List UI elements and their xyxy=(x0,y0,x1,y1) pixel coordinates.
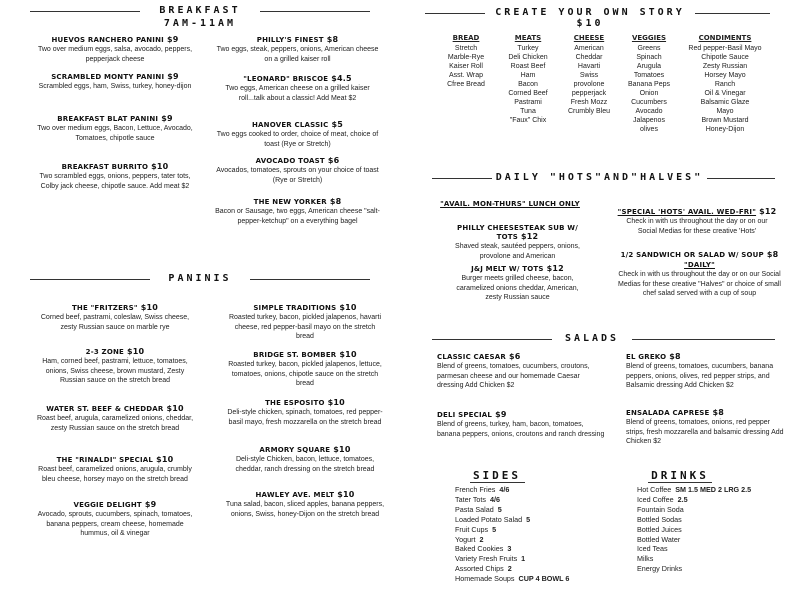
panini-item-armory-square xyxy=(225,445,385,474)
drink-name: Fountain Soda xyxy=(637,504,684,514)
sides-rule xyxy=(470,482,525,483)
cyos-option: Avocado xyxy=(635,108,663,115)
cyos-column-heading: VEGGIES xyxy=(631,34,667,42)
panini-item-2-3-zone xyxy=(35,347,195,386)
menu-item-price: $10 xyxy=(339,350,357,359)
hots-philly-price: $12 xyxy=(521,232,539,241)
side-name: Baked Cookies xyxy=(455,544,504,554)
hots-half-sub: "DAILY" xyxy=(684,261,715,269)
menu-item-description: Two eggs, American cheese on a grilled kaiser roll...talk about a classic! Add Meat $2 xyxy=(225,85,370,102)
side-name: Homemade Soups xyxy=(455,574,515,584)
breakfast-item-huevos-ranchero-panini xyxy=(35,35,195,64)
menu-item-description: Tuna salad, bacon, sliced apples, banana peppers, onions, Swiss, honey-Dijon on the stretch bread xyxy=(225,501,385,518)
breakfast-item-breakfast-burrito xyxy=(35,162,195,191)
panini-item-hawley-ave-melt xyxy=(225,490,385,519)
side-name: Pasta Salad xyxy=(455,504,494,514)
side-name: Loaded Potato Salad xyxy=(455,514,523,524)
hots-special-name: "SPECIAL 'HOTS' AVAIL. WED-FRI" xyxy=(617,208,757,216)
drink-name: Bottled Water xyxy=(637,534,681,544)
menu-item-name: CLASSIC CAESAR xyxy=(437,353,506,361)
cyos-option: Horsey Mayo xyxy=(704,72,746,79)
cyos-column-condiments xyxy=(676,34,774,134)
menu-item-description: Avocado, sprouts, cucumbers, spinach, tomatoes, banana peppers, cream cheese, homemade hummus, oil & vinegar xyxy=(37,511,193,538)
panini-item-water-st-beef-cheddar xyxy=(35,404,195,433)
side-price: CUP 4 BOWL 6 xyxy=(518,574,570,584)
salads-title: SALADS xyxy=(564,333,620,344)
menu-item-price: $10 xyxy=(327,398,345,407)
menu-item-heading xyxy=(437,352,607,361)
salad-item-classic-caesar xyxy=(437,352,607,391)
cyos-option: pepperjack xyxy=(571,90,607,97)
salads-rule-right xyxy=(632,339,775,340)
menu-item-heading xyxy=(35,114,195,123)
menu-item-price: $10 xyxy=(166,404,184,413)
hots-jj xyxy=(440,264,595,303)
breakfast-rule-left xyxy=(30,11,140,12)
drink-name: Iced Coffee xyxy=(637,494,674,504)
menu-item-price: $9 xyxy=(161,114,173,123)
hots-special-desc: Check in with us throughout the day or on our Social Medias for these creative 'Hots' xyxy=(626,218,768,235)
cyos-option: Turkey xyxy=(517,45,539,52)
cyos-option: Asst. Wrap xyxy=(448,72,484,79)
cyos-option: Havarti xyxy=(577,63,601,70)
menu-item-price: $10 xyxy=(333,445,351,454)
panini-item-the-fritzers xyxy=(35,303,195,332)
side-price: 5 xyxy=(526,514,531,524)
side-name: Variety Fresh Fruits xyxy=(455,554,518,564)
drink-fountain-soda xyxy=(637,505,787,515)
cyos-rule-left xyxy=(425,13,485,14)
cyos-option: Oil & Vinegar xyxy=(704,90,746,97)
menu-item-heading xyxy=(215,156,380,165)
menu-item-description: Roast beef, caramelized onions, arugula, crumbly bleu cheese, horsey mayo on the stretch bread xyxy=(38,466,192,483)
cyos-option: Ranch xyxy=(714,81,736,88)
drinks-list xyxy=(637,485,787,574)
menu-item-heading xyxy=(35,303,195,312)
menu-item-heading xyxy=(35,455,195,464)
cyos-option: Bacon xyxy=(518,81,538,88)
menu-item-price: $8 xyxy=(329,197,342,206)
menu-item-heading xyxy=(626,352,786,361)
menu-item-description: Blend of greens, turkey, ham, bacon, tomatoes, banana peppers, onions, croutons and ranch dressing xyxy=(437,421,605,438)
cyos-column-heading: CONDIMENTS xyxy=(698,34,752,42)
salad-item-el-greko xyxy=(626,352,786,391)
salad-item-deli-special xyxy=(437,410,607,439)
side-assorted-chips xyxy=(455,564,615,574)
cyos-option: Chipotle Sauce xyxy=(701,54,749,61)
menu-item-heading xyxy=(35,347,195,356)
cyos-option: American xyxy=(574,45,604,52)
cyos-title: CREATE YOUR OWN STORY $10 xyxy=(495,7,685,29)
cyos-option: Onion xyxy=(639,90,659,97)
cyos-option: Swiss xyxy=(579,72,599,79)
menu-item-heading xyxy=(225,303,385,312)
drink-price: 2.5 xyxy=(677,494,688,504)
cyos-column-cheese xyxy=(563,34,615,116)
side-price: 5 xyxy=(497,504,502,514)
cyos-option: Kaiser Roll xyxy=(449,63,483,70)
menu-item-description: Deli-style Chicken, bacon, lettuce, tomatoes, cheddar, ranch dressing on the stretch bread xyxy=(235,456,375,473)
drink-name: Milks xyxy=(637,554,654,564)
hots-half xyxy=(612,250,787,299)
menu-item-price: $10 xyxy=(151,162,169,171)
drink-name: Energy Drinks xyxy=(637,564,683,574)
menu-item-name: DELI SPECIAL xyxy=(437,411,493,419)
sides-list xyxy=(455,485,615,584)
cyos-option: Jalapenos xyxy=(633,117,665,124)
cyos-column-heading: BREAD xyxy=(452,34,480,42)
menu-item-price: $9 xyxy=(166,35,179,44)
menu-item-price: $5 xyxy=(331,120,343,129)
menu-item-name: BRIDGE ST. BOMBER xyxy=(253,351,337,359)
cyos-column-heading: CHEESE xyxy=(573,34,605,42)
hots-title: DAILY "HOTS"AND"HALVES" xyxy=(495,172,704,183)
menu-item-description: Ham, corned beef, pastrami, lettuce, tomatoes, onions, Swiss cheese, brown mustard, Zesty Russian sauce on the stretch bread xyxy=(42,358,188,385)
cyos-option: Deli Chicken xyxy=(508,54,548,61)
menu-item-name: SIMPLE TRADITIONS xyxy=(253,304,337,312)
cyos-option: Mayo xyxy=(716,108,734,115)
menu-item-price: $4.5 xyxy=(331,74,352,83)
cyos-option: Spinach xyxy=(636,54,662,61)
drink-name: Iced Teas xyxy=(637,544,668,554)
menu-item-description: Avocados, tomatoes, sprouts on your choice of toast (Rye or Stretch) xyxy=(216,167,379,184)
menu-item-heading xyxy=(225,398,385,407)
side-name: Fruit Cups xyxy=(455,524,489,534)
side-name: Tater Tots xyxy=(455,494,487,504)
menu-item-price: $6 xyxy=(508,352,521,361)
menu-item-price: $10 xyxy=(156,455,174,464)
cyos-option: Brown Mustard xyxy=(701,117,749,124)
menu-item-heading xyxy=(35,500,195,509)
menu-item-name: BREAKFAST BLAT PANINI xyxy=(57,115,159,123)
side-loaded-potato-salad xyxy=(455,515,615,525)
menu-item-name: THE "FRITZERS" xyxy=(71,304,138,312)
menu-item-heading xyxy=(35,162,195,171)
breakfast-item-avocado-toast xyxy=(215,156,380,185)
menu-item-name: HUEVOS RANCHERO PANINI xyxy=(51,36,164,44)
breakfast-item-leonard-briscoe xyxy=(215,74,380,103)
cyos-option: Balsamic Glaze xyxy=(700,99,750,106)
paninis-rule-left xyxy=(30,279,150,280)
menu-item-heading xyxy=(35,35,195,44)
menu-item-description: Blend of greens, tomatoes, onions, red pepper strips, fresh mozzarella and balsamic dressing Add Chicken $2 xyxy=(626,419,784,446)
menu-item-description: Deli-style chicken, spinach, tomatoes, red pepper-basil mayo, fresh mozzarella on the stretch bread xyxy=(227,409,383,426)
menu-item-price: $9 xyxy=(495,410,507,419)
salad-item-ensalada-caprese xyxy=(626,408,786,447)
side-price: 2 xyxy=(479,534,484,544)
cyos-option: Arugula xyxy=(636,63,662,70)
menu-item-price: $8 xyxy=(712,408,725,417)
menu-item-description: Two eggs, steak, peppers, onions, American cheese on a grilled kaiser roll xyxy=(216,46,379,63)
menu-item-heading xyxy=(437,410,607,419)
menu-item-description: Two over medium eggs, Bacon, Lettuce, Avocado, Tomatoes, chipotle sauce xyxy=(37,125,193,142)
menu-item-name: ARMORY SQUARE xyxy=(259,446,331,454)
drink-name: Bottled Juices xyxy=(637,524,682,534)
drink-milks xyxy=(637,554,787,564)
menu-item-heading xyxy=(215,35,380,44)
cyos-option: Greens xyxy=(637,45,661,52)
menu-item-name: SCRAMBLED MONTY PANINI xyxy=(51,73,165,81)
menu-item-name: HANOVER CLASSIC xyxy=(252,121,329,129)
cyos-option: Banana Peps xyxy=(627,81,671,88)
cyos-option: Red pepper-Basil Mayo xyxy=(688,45,762,52)
menu-item-heading xyxy=(225,445,385,454)
cyos-option: Cheddar xyxy=(575,54,603,61)
drink-bottled-sodas xyxy=(637,515,787,525)
menu-item-heading xyxy=(225,350,385,359)
drinks-rule xyxy=(648,482,712,483)
cyos-option: Pastrami xyxy=(514,99,542,106)
cyos-column-heading: MEATS xyxy=(514,34,542,42)
menu-item-heading xyxy=(215,197,380,206)
cyos-option: Ham xyxy=(520,72,536,79)
side-name: Assorted Chips xyxy=(455,564,504,574)
drink-bottled-juices xyxy=(637,525,787,535)
side-baked-cookies xyxy=(455,544,615,554)
paninis-title: PANINIS xyxy=(168,273,232,284)
menu-item-price: $10 xyxy=(339,303,357,312)
panini-item-simple-traditions xyxy=(225,303,385,342)
drink-hot-coffee xyxy=(637,485,787,495)
side-yogurt xyxy=(455,535,615,545)
cyos-option: Fresh Mozz xyxy=(570,99,608,106)
menu-item-price: $9 xyxy=(144,500,157,509)
hots-avail-left-text: "AVAIL. MON-THURS" LUNCH ONLY xyxy=(440,200,580,208)
menu-item-price: $9 xyxy=(167,72,179,81)
side-name: Yogurt xyxy=(455,534,476,544)
breakfast-item-scrambled-monty-panini xyxy=(35,72,195,92)
hots-avail-left xyxy=(440,200,580,208)
menu-item-name: "LEONARD" BRISCOE xyxy=(243,75,329,83)
cyos-option: Honey-Dijon xyxy=(705,126,745,133)
menu-item-heading xyxy=(215,120,380,129)
cyos-rule-right xyxy=(695,13,770,14)
side-price: 3 xyxy=(507,544,512,554)
menu-item-name: ENSALADA CAPRESE xyxy=(626,409,710,417)
side-name: French Fries xyxy=(455,485,496,494)
menu-item-description: Roast beef, arugula, caramelized onions, cheddar, zesty Russian sauce on the stretch bread xyxy=(36,415,194,432)
hots-special xyxy=(612,207,782,236)
drinks-title: DRINKS xyxy=(651,469,709,482)
hots-rule-left xyxy=(432,178,492,179)
menu-item-name: BREAKFAST BURRITO xyxy=(61,163,149,171)
menu-item-price: $8 xyxy=(669,352,681,361)
menu-item-name: HAWLEY AVE. MELT xyxy=(255,491,335,499)
cyos-option: Corned Beef xyxy=(508,90,548,97)
cyos-option: Zesty Russian xyxy=(702,63,748,70)
menu-item-price: $8 xyxy=(326,35,339,44)
cyos-column-bread xyxy=(441,34,491,89)
side-price: 4/6 xyxy=(499,485,510,494)
hots-jj-desc: Burger meets grilled cheese, bacon, caramelized onions cheddar, American, zesty Russian sauce xyxy=(456,275,579,302)
cyos-option: "Faux" Chix xyxy=(509,117,547,124)
menu-item-name: THE NEW YORKER xyxy=(253,198,327,206)
hots-half-price: $8 xyxy=(766,250,779,259)
cyos-column-meats xyxy=(500,34,556,125)
menu-item-name: THE "RINALDI" SPECIAL xyxy=(56,456,154,464)
side-variety-fresh-fruits xyxy=(455,554,615,564)
menu-item-name: AVOCADO TOAST xyxy=(255,157,325,165)
salads-rule-left xyxy=(432,339,552,340)
menu-item-description: Two scrambled eggs, onions, peppers, tater tots, Colby jack cheese, chipotle sauce. Add meat $2 xyxy=(39,173,191,190)
hots-half-name: 1/2 SANDWICH OR SALAD W/ SOUP xyxy=(620,251,764,259)
hots-philly-name: PHILLY CHEESESTEAK SUB W/ TOTS xyxy=(457,224,578,241)
drink-name: Bottled Sodas xyxy=(637,514,682,524)
drink-iced-teas xyxy=(637,544,787,554)
menu-item-description: Blend of greens, tomatoes, cucumbers, banana peppers, onions, olives, red pepper strips, and Balsamic dressing Add Chicken $2 xyxy=(626,363,774,390)
breakfast-item-hanover-classic xyxy=(215,120,380,149)
cyos-option: Roast Beef xyxy=(510,63,546,70)
cyos-option: Stretch xyxy=(454,45,478,52)
menu-item-price: $10 xyxy=(127,347,145,356)
menu-item-name: EL GREKO xyxy=(626,353,667,361)
sides-title: SIDES xyxy=(472,469,522,482)
cyos-option: provolone xyxy=(573,81,605,88)
hots-jj-price: $12 xyxy=(546,264,564,273)
drink-price: SM 1.5 MED 2 LRG 2.5 xyxy=(675,485,752,494)
menu-item-name: THE ESPOSITO xyxy=(265,399,325,407)
breakfast-rule-right xyxy=(260,11,370,12)
hots-special-price: $12 xyxy=(759,207,777,216)
side-pasta-salad xyxy=(455,505,615,515)
menu-item-name: WATER ST. BEEF & CHEDDAR xyxy=(46,405,164,413)
breakfast-item-breakfast-blat-panini xyxy=(35,114,195,143)
side-price: 1 xyxy=(521,554,526,564)
cyos-option: Tomatoes xyxy=(633,72,665,79)
panini-item-the-rinaldi-special xyxy=(35,455,195,484)
menu-item-name: 2-3 ZONE xyxy=(85,348,125,356)
menu-item-description: Bacon or Sausage, two eggs, American cheese "salt-pepper-ketchup" on a everything bagel xyxy=(215,208,380,225)
panini-item-the-esposito xyxy=(225,398,385,427)
hots-rule-right xyxy=(707,178,775,179)
menu-item-description: Roasted turkey, bacon, pickled jalapenos, lettuce, tomatoes, onions, chipotle sauce on the stretch bread xyxy=(228,361,382,388)
cyos-option: Crumbly Bleu xyxy=(567,108,610,115)
drink-energy-drinks xyxy=(637,564,787,574)
side-tater-tots xyxy=(455,495,615,505)
cyos-option: Cucumbers xyxy=(631,99,667,106)
drink-name: Hot Coffee xyxy=(637,485,672,494)
drink-iced-coffee xyxy=(637,495,787,505)
menu-item-description: Two over medium eggs, salsa, avocado, peppers, pepperjack cheese xyxy=(37,46,193,63)
drink-bottled-water xyxy=(637,535,787,545)
menu-item-description: Blend of greens, tomatoes, cucumbers, croutons, parmesan cheese and our homemade Caesar dressing Add Chicken $2 xyxy=(437,363,590,390)
menu-item-description: Roasted turkey, bacon, pickled jalapenos, havarti cheese, red pepper-basil mayo on the stretch bread xyxy=(228,314,381,341)
menu-item-heading xyxy=(215,74,380,83)
side-price: 2 xyxy=(507,564,512,574)
menu-item-description: Two eggs cooked to order, choice of meat, choice of toast (Rye or Stretch) xyxy=(216,131,379,148)
side-price: 4/6 xyxy=(490,494,501,504)
panini-item-veggie-delight xyxy=(35,500,195,539)
menu-item-price: $6 xyxy=(327,156,340,165)
menu-item-name: VEGGIE DELIGHT xyxy=(73,501,142,509)
paninis-rule-right xyxy=(250,279,370,280)
hots-jj-name: J&J MELT W/ TOTS xyxy=(471,265,544,273)
breakfast-title: BREAKFAST xyxy=(159,5,241,16)
hots-philly-desc: Shaved steak, sautéed peppers, onions, provolone and American xyxy=(455,243,580,260)
cyos-option: Marble-Rye xyxy=(447,54,485,61)
side-homemade-soups xyxy=(455,574,615,584)
menu-item-heading xyxy=(225,490,385,499)
breakfast-item-philly-s-finest xyxy=(215,35,380,64)
breakfast-hours: 7AM-11AM xyxy=(163,18,237,29)
menu-item-price: $10 xyxy=(140,303,159,312)
menu-item-description: Scrambled eggs, ham, Swiss, turkey, honey-dijon xyxy=(38,83,192,90)
side-fruit-cups xyxy=(455,525,615,535)
hots-philly xyxy=(440,224,595,261)
hots-half-desc: Check in with us throughout the day or on our Social Medias for these creative "Halves" or choice of small chef salad served with a cup of soup xyxy=(618,271,781,298)
panini-item-bridge-st-bomber xyxy=(225,350,385,389)
side-french-fries xyxy=(455,485,615,495)
menu-item-description: Corned beef, pastrami, coleslaw, Swiss cheese, zesty Russian sauce on marble rye xyxy=(40,314,190,331)
menu-item-name: PHILLY'S FINEST xyxy=(256,36,324,44)
cyos-column-veggies xyxy=(624,34,674,134)
cyos-option: Cfree Bread xyxy=(447,81,485,88)
breakfast-item-the-new-yorker xyxy=(215,197,380,226)
side-price: 5 xyxy=(492,524,497,534)
cyos-option: Tuna xyxy=(520,108,536,115)
menu-item-heading xyxy=(626,408,786,417)
cyos-option: olives xyxy=(640,126,658,133)
menu-item-price: $10 xyxy=(337,490,355,499)
menu-item-heading xyxy=(35,404,195,413)
menu-item-heading xyxy=(35,72,195,81)
